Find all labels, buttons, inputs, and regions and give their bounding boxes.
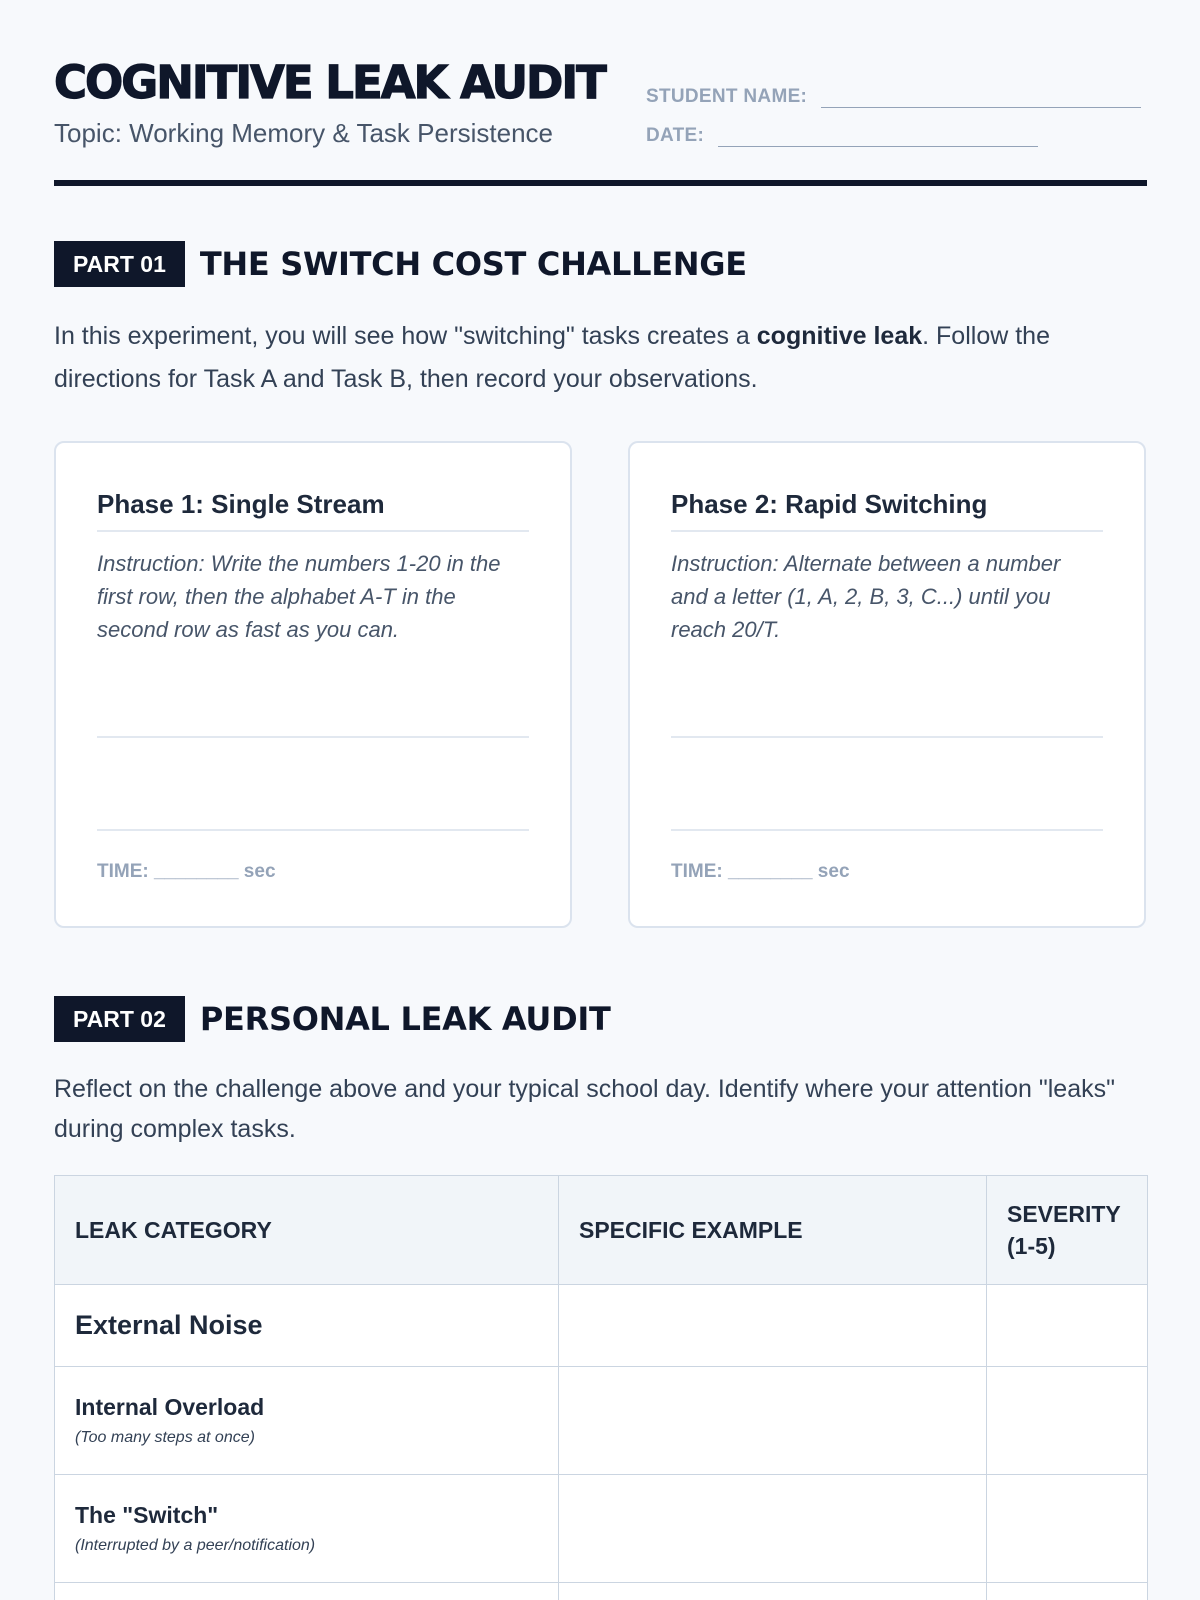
phase-2-answer-line-2[interactable] xyxy=(671,829,1103,831)
severity-cell[interactable] xyxy=(987,1285,1148,1367)
part-01-title: THE SWITCH COST CHALLENGE xyxy=(199,245,747,283)
leak-audit-table xyxy=(54,1175,1148,1600)
severity-cell[interactable] xyxy=(987,1367,1148,1475)
phase-2-title: Phase 2: Rapid Switching xyxy=(671,489,1103,532)
phase-2-card xyxy=(628,441,1146,928)
student-name-field[interactable] xyxy=(646,86,1141,108)
column-header-leak-category: LEAK CATEGORY xyxy=(55,1176,559,1285)
phase-2-time-field[interactable]: TIME: ________ sec xyxy=(671,861,850,882)
severity-cell[interactable] xyxy=(987,1475,1148,1583)
part-02-title: PERSONAL LEAK AUDIT xyxy=(199,1000,611,1038)
table-row xyxy=(55,1583,1148,1600)
date-line[interactable] xyxy=(718,125,1038,147)
student-name-line[interactable] xyxy=(821,86,1141,108)
date-label: DATE: xyxy=(646,125,705,146)
phase-2-answer-line-1[interactable] xyxy=(671,736,1103,738)
table-row xyxy=(55,1475,1148,1583)
part-02-heading xyxy=(54,996,611,1042)
phase-1-answer-line-1[interactable] xyxy=(97,736,529,738)
table-header-row xyxy=(55,1176,1148,1285)
leak-category-cell xyxy=(55,1475,559,1583)
column-header-severity: SEVERITY (1-5) xyxy=(987,1176,1148,1285)
leak-category-cell xyxy=(55,1285,559,1367)
part-01-intro-text: In this experiment, you will see how "switching" tasks creates a xyxy=(54,322,757,350)
leak-category-cell xyxy=(55,1583,559,1600)
leak-category-label: Internal Overload xyxy=(75,1394,265,1420)
leak-category-label: The "Switch" xyxy=(75,1502,219,1528)
worksheet-header xyxy=(54,0,1147,188)
part-01-intro-tail: . Follow the directions for Task A and Task B, then record your observations. xyxy=(54,322,1050,393)
column-header-specific-example: SPECIFIC EXAMPLE xyxy=(559,1176,987,1285)
date-field[interactable] xyxy=(646,125,1038,147)
part-01-intro xyxy=(54,315,1147,401)
specific-example-cell[interactable] xyxy=(559,1583,987,1600)
table-row xyxy=(55,1367,1148,1475)
student-name-label: STUDENT NAME: xyxy=(646,86,808,107)
part-01-intro-bold: cognitive leak xyxy=(756,322,923,350)
specific-example-cell[interactable] xyxy=(559,1475,987,1583)
part-02-intro: Reflect on the challenge above and your typical school day. Identify where your attention "leaks" during complex tasks. xyxy=(54,1075,1115,1143)
header-divider xyxy=(54,180,1147,186)
phase-1-time-field[interactable]: TIME: ________ sec xyxy=(97,861,276,882)
table-row xyxy=(55,1285,1148,1367)
page-title: COGNITIVE LEAK AUDIT xyxy=(54,56,605,109)
specific-example-cell[interactable] xyxy=(559,1285,987,1367)
part-02-badge: PART 02 xyxy=(54,996,185,1042)
specific-example-cell[interactable] xyxy=(559,1367,987,1475)
phase-1-answer-line-2[interactable] xyxy=(97,829,529,831)
phase-1-title: Phase 1: Single Stream xyxy=(97,489,529,532)
phase-1-instruction: Instruction: Write the numbers 1-20 in the first row, then the alphabet A-T in the second row as fast as you can. xyxy=(97,551,501,642)
part-01-heading xyxy=(54,241,747,287)
leak-category-note: (Interrupted by a peer/notification) xyxy=(75,1537,316,1554)
severity-cell[interactable] xyxy=(987,1583,1148,1600)
leak-category-cell xyxy=(55,1367,559,1475)
leak-category-label: External Noise xyxy=(75,1310,263,1340)
phase-1-card xyxy=(54,441,572,928)
topic-subtitle: Topic: Working Memory & Task Persistence xyxy=(54,118,553,148)
part-01-badge: PART 01 xyxy=(54,241,185,287)
phase-2-instruction: Instruction: Alternate between a number and a letter (1, A, 2, B, 3, C...) until you reach 20/T. xyxy=(671,551,1061,642)
leak-category-note: (Too many steps at once) xyxy=(75,1429,255,1446)
worksheet-page xyxy=(54,0,1147,1554)
